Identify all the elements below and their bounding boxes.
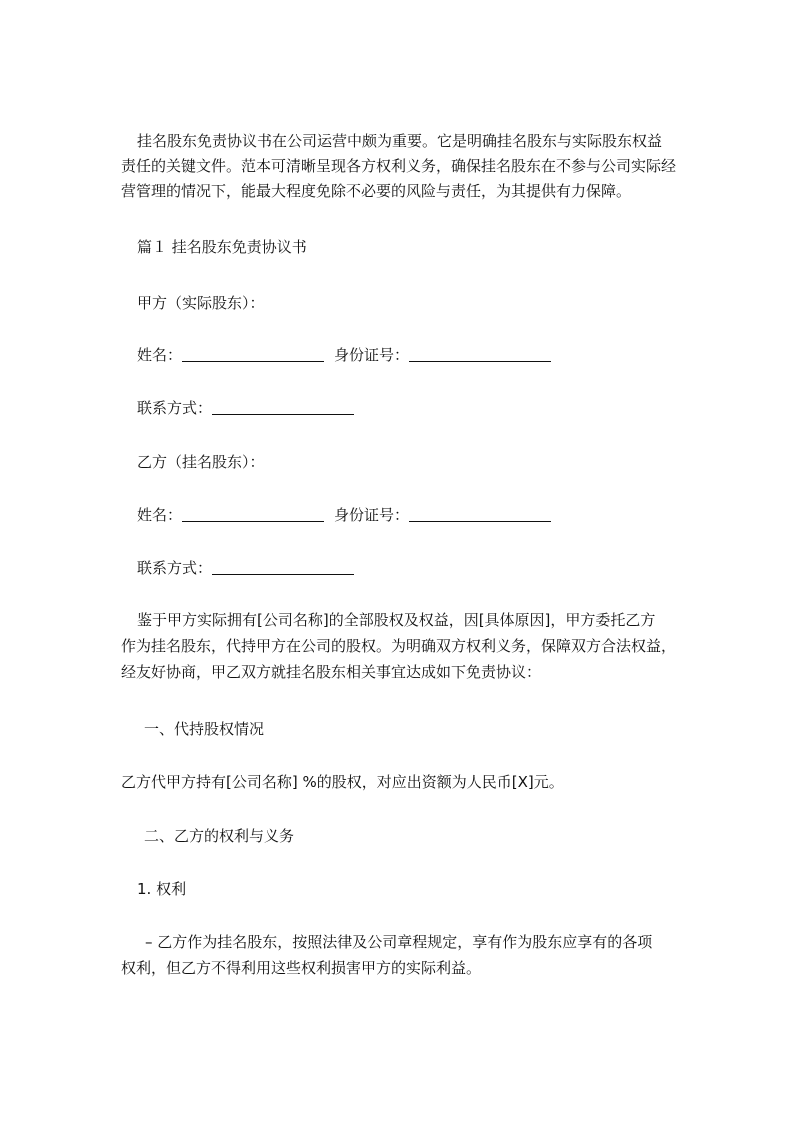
section-2-sub1-title: 1. 权利 xyxy=(137,880,187,898)
intro-line-3: 营管理的情况下，能最大程度免除不必要的风险与责任，为其提供有力保障。 xyxy=(121,182,632,200)
section-2-sub1-line-1: – 乙方作为挂名股东，按照法律及公司章程规定，享有作为股东应享有的各项 xyxy=(145,933,653,951)
party-a-name-label: 姓名： xyxy=(137,346,183,364)
section-1-title: 一、代持股权情况 xyxy=(144,720,265,738)
section-1-text: 乙方代甲方持有[公司名称] %的股权，对应出资额为人民币[X]元。 xyxy=(121,773,564,791)
party-a-id-blank xyxy=(409,347,551,362)
intro-line-1: 挂名股东免责协议书在公司运营中颇为重要。它是明确挂名股东与实际股东权益 xyxy=(137,132,663,150)
party-a-contact-label: 联系方式： xyxy=(137,399,213,417)
intro-line-2: 责任的关键文件。范本可清晰呈现各方权利义务，确保挂名股东在不参与公司实际经 xyxy=(121,157,677,175)
preamble-line-2: 作为挂名股东，代持甲方在公司的股权。为明确双方权利义务，保障双方合法权益， xyxy=(121,637,677,655)
preamble-line-3: 经友好协商，甲乙双方就挂名股东相关事宜达成如下免责协议： xyxy=(121,663,542,681)
party-a-name-row xyxy=(137,345,551,365)
party-b-id-label: 身份证号： xyxy=(334,506,410,524)
party-b-name-label: 姓名： xyxy=(137,506,183,524)
party-b-name-blank xyxy=(182,507,324,522)
party-a-heading: 甲方（实际股东）： xyxy=(137,294,265,312)
section-2-sub1-line-2: 权利，但乙方不得利用这些权利损害甲方的实际利益。 xyxy=(121,959,482,977)
party-a-name-blank xyxy=(182,347,324,362)
party-a-id-label: 身份证号： xyxy=(334,346,410,364)
party-b-contact-row xyxy=(137,558,354,578)
party-b-contact-blank xyxy=(212,560,354,575)
party-b-heading: 乙方（挂名股东）： xyxy=(137,453,265,471)
party-b-contact-label: 联系方式： xyxy=(137,559,213,577)
party-b-name-row xyxy=(137,505,551,525)
party-a-contact-row xyxy=(137,398,354,418)
party-a-contact-blank xyxy=(212,400,354,415)
chapter-title: 篇１ 挂名股东免责协议书 xyxy=(137,238,307,256)
section-2-title: 二、乙方的权利与义务 xyxy=(144,827,295,845)
party-b-id-blank xyxy=(409,507,551,522)
preamble-line-1: 鉴于甲方实际拥有[公司名称]的全部股权及权益，因[具体原因]，甲方委托乙方 xyxy=(137,611,656,629)
